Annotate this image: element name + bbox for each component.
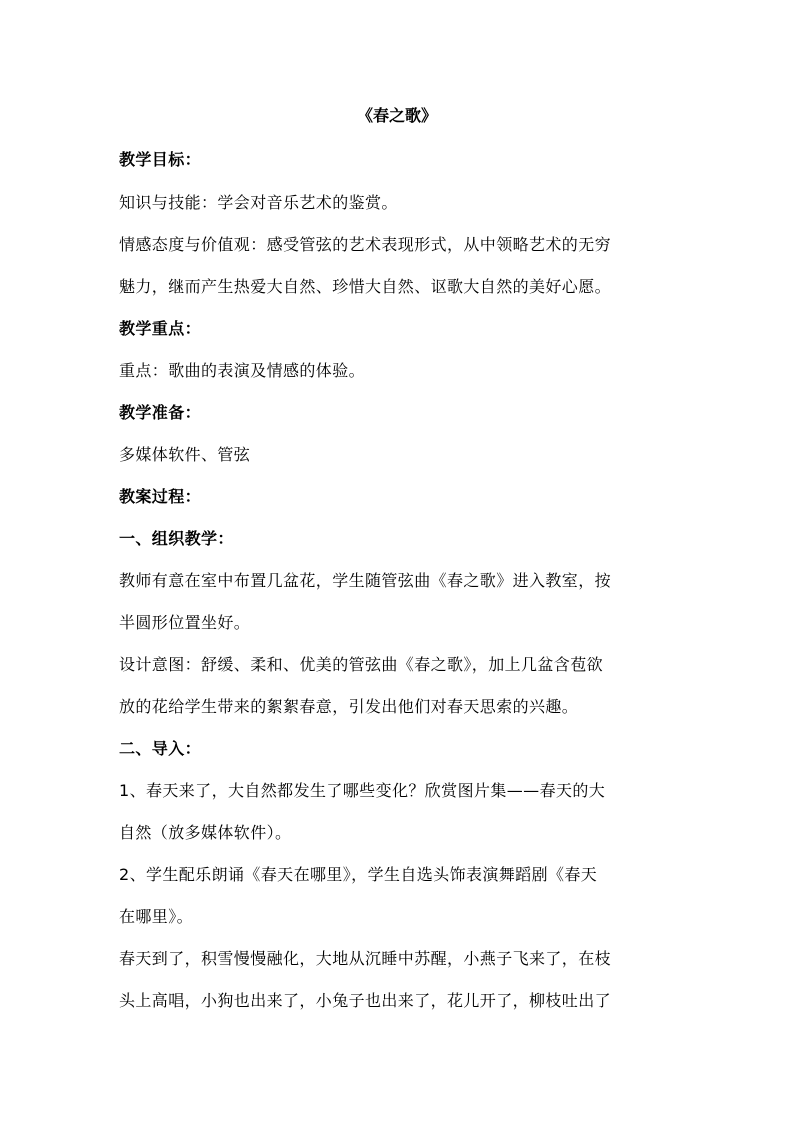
paragraph-line: 魅力，继而产生热爱大自然、珍惜大自然、讴歌大自然的美好心愿。	[119, 277, 612, 296]
paragraph-line: 1、春天来了，大自然都发生了哪些变化？欣赏图片集——春天的大	[119, 781, 606, 800]
heading-teaching-focus: 教学重点：	[119, 319, 202, 338]
paragraph-line: 设计意图：舒缓、柔和、优美的管弦曲《春之歌》，加上几盆含苞欲	[119, 655, 604, 674]
heading-teaching-preparation: 教学准备：	[119, 403, 202, 422]
paragraph-line: 自然（放多媒体软件）。	[119, 823, 292, 842]
paragraph-line: 头上高唱，小狗也出来了，小兔子也出来了，花儿开了，柳枝吐出了	[119, 991, 612, 1010]
heading-section-two: 二、导入：	[119, 739, 202, 758]
paragraph-line: 半圆形位置坐好。	[119, 613, 251, 632]
paragraph-line: 情感态度与价值观：感受管弦的艺术表现形式，从中领略艺术的无穷	[119, 235, 612, 254]
paragraph-line: 2、学生配乐朗诵《春天在哪里》，学生自选头饰表演舞蹈剧《春天	[119, 865, 598, 884]
paragraph-line: 放的花给学生带来的絮絮春意，引发出他们对春天思索的兴趣。	[119, 697, 579, 716]
heading-section-one: 一、组织教学：	[119, 529, 234, 548]
paragraph-line: 春天到了，积雪慢慢融化，大地从沉睡中苏醒，小燕子飞来了，在枝	[119, 949, 612, 968]
paragraph-line: 知识与技能：学会对音乐艺术的鉴赏。	[119, 193, 398, 212]
document-title: 《春之歌》	[356, 106, 437, 125]
paragraph-line: 教师有意在室中布置几盆花，学生随管弦曲《春之歌》进入教室，按	[119, 571, 612, 590]
paragraph-line: 多媒体软件、管弦	[119, 445, 251, 464]
paragraph-line: 重点：歌曲的表演及情感的体验。	[119, 361, 366, 380]
paragraph-line: 在哪里》。	[119, 907, 194, 926]
heading-lesson-process: 教案过程：	[119, 487, 202, 506]
heading-teaching-goals: 教学目标：	[119, 150, 202, 169]
